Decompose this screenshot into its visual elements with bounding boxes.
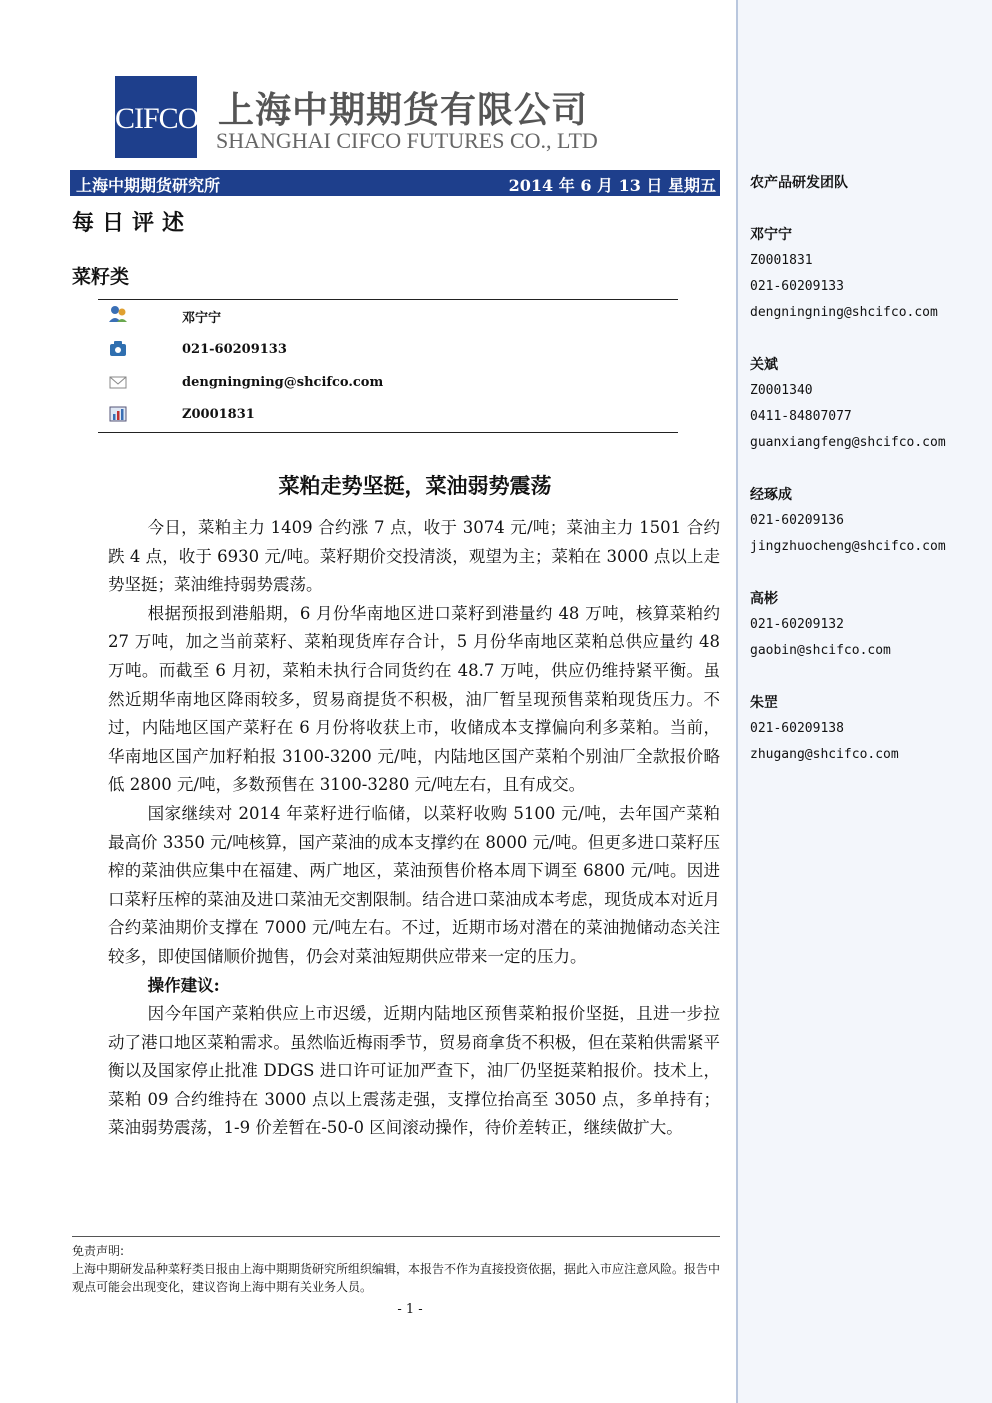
company-logo-mark — [115, 76, 197, 158]
contact-email: dengningning@shcifco.com — [750, 305, 938, 320]
contact-phone: 021-60209132 — [750, 617, 844, 632]
author-name: 邓宁宁 — [182, 311, 222, 326]
advice-paragraph: 因今年国产菜粕供应上市迟缓，近期内陆地区预售菜粕报价坚挺，且进一步拉动了港口地区菜粕需求。虽然临近梅雨季节，贸易商拿货不积极，但在菜粕供需紧平衡以及国家停止批准 DDGS 进口许可证加严查下，油厂仍坚挺菜粕报价。技术上，菜粕 09 合约维持在 3000 点以上震荡走强，支撑位抬高至 3050 点，多单持有；菜油弱势震荡，1-9 价差暂在-50-0 区间滚动操作，待价差转正，继续做扩大。 — [108, 1004, 720, 1138]
contact-email: gaobin@shcifco.com — [750, 643, 891, 658]
disclaimer-text: 上海中期研发品种菜籽类日报由上海中期期货研究所组织编辑，本报告不作为直接投资依据，据此入市应注意风险。报告中观点可能会出现变化，建议咨询上海中期有关业务人员。 — [72, 1262, 721, 1294]
author-email-row — [106, 373, 666, 397]
institute-name: 上海中期期货研究所 — [76, 176, 221, 195]
contact-license: Z0001340 — [750, 383, 813, 398]
contact-name: 高彬 — [750, 591, 778, 607]
contact-phone: 021-60209138 — [750, 721, 844, 736]
contact-name: 邓宁宁 — [750, 227, 792, 243]
disclaimer — [72, 1242, 722, 1296]
paragraph-2: 根据预报到港船期，6 月份华南地区进口菜籽到港量约 48 万吨，核算菜粕约 27 万吨，加之当前菜籽、菜粕现货库存合计，5 月份华南地区菜粕总供应量约 48 万吨。而截至 6 月初，菜粕未执行合同货约在 48.7 万吨，供应仍维持紧平衡。虽然近期华南地区降雨较多，贸易商提货不积极，油厂暂呈现预售菜粕现货压力。不过，内陆地区国产菜籽在 6 月份将收获上市，收储成本支撑偏向利多菜粕。当前，华南地区国产加籽粕报 3100-3200 元/吨，内陆地区国产菜粕个别油厂全款报价略低 2800 元/吨，多数预售在 3100-3280 元/吨左右，且有成交。 — [108, 603, 720, 795]
sidebar-content — [750, 172, 986, 794]
header-bar — [70, 170, 720, 196]
author-name-row — [106, 305, 666, 329]
contact-name: 关斌 — [750, 357, 778, 373]
disclaimer-title: 免责声明: — [72, 1244, 125, 1258]
footer-divider — [72, 1236, 720, 1237]
advice-heading: 操作建议: — [147, 975, 220, 995]
contact-phone: 021-60209136 — [750, 513, 844, 528]
paragraph-3: 国家继续对 2014 年菜籽进行临储，以菜籽收购 5100 元/吨，去年国产菜粕最高价 3350 元/吨核算，国产菜油的成本支撑约在 8000 元/吨。但更多进口菜籽压榨的菜油供应集中在福建、两广地区，菜油预售价格本周下调至 6800 元/吨。因进口菜籽压榨的菜油及进口菜油无交割限制。结合进口菜油成本考虑，现货成本对近月合约菜油期价支撑在 7000 元/吨左右。不过，近期市场对潜在的菜油抛储动态关注较多，即使国储顺价抛售，仍会对菜油短期供应带来一定的压力。 — [108, 803, 720, 966]
sidebar-contact — [750, 222, 986, 326]
sidebar-contact — [750, 690, 986, 768]
sidebar-team-title: 农产品研发团队 — [750, 175, 848, 191]
contact-phone: 0411-84807077 — [750, 409, 852, 424]
company-name-cn: 上海中期期货有限公司 — [218, 90, 589, 131]
contact-name: 经琢成 — [750, 487, 792, 503]
people-icon — [108, 305, 128, 323]
envelope-icon — [108, 373, 128, 391]
author-license: Z0001831 — [182, 407, 255, 422]
divider-top — [98, 299, 678, 300]
author-license-row — [106, 405, 666, 429]
article-headline: 菜粕走势坚挺，菜油弱势震荡 — [278, 474, 552, 498]
page-number: - 1 - — [397, 1302, 423, 1317]
contact-email: zhugang@shcifco.com — [750, 747, 899, 762]
article-body — [108, 514, 720, 1143]
author-phone-row — [106, 340, 666, 364]
company-name-en: SHANGHAI CIFCO FUTURES CO., LTD — [216, 128, 598, 153]
sidebar-contact — [750, 352, 986, 456]
sidebar-contact — [750, 482, 986, 560]
paragraph-1: 今日，菜粕主力 1409 合约涨 7 点，收于 3074 元/吨；菜油主力 1501 合约跌 4 点，收于 6930 元/吨。菜籽期价交投清淡，观望为主；菜粕在 3000 点以上走势坚挺；菜油维持弱势震荡。 — [108, 518, 720, 595]
chart-icon — [108, 405, 128, 423]
section-title: 每日评述 — [72, 211, 193, 236]
sidebar — [736, 0, 992, 1403]
divider-bottom — [98, 432, 678, 433]
section-category: 菜籽类 — [72, 266, 130, 288]
author-email: dengningning@shcifco.com — [182, 375, 384, 390]
contact-phone: 021-60209133 — [750, 279, 844, 294]
contact-license: Z0001831 — [750, 253, 813, 268]
contact-email: guanxiangfeng@shcifco.com — [750, 435, 946, 450]
author-phone: 021-60209133 — [182, 342, 287, 357]
report-date: 2014 年 6 月 13 日 星期五 — [508, 176, 716, 195]
sidebar-contact — [750, 586, 986, 664]
logo-mark-text: CIFCO — [115, 102, 199, 135]
contact-name: 朱罡 — [750, 695, 778, 711]
phone-icon — [108, 340, 128, 358]
contact-email: jingzhuocheng@shcifco.com — [750, 539, 946, 554]
